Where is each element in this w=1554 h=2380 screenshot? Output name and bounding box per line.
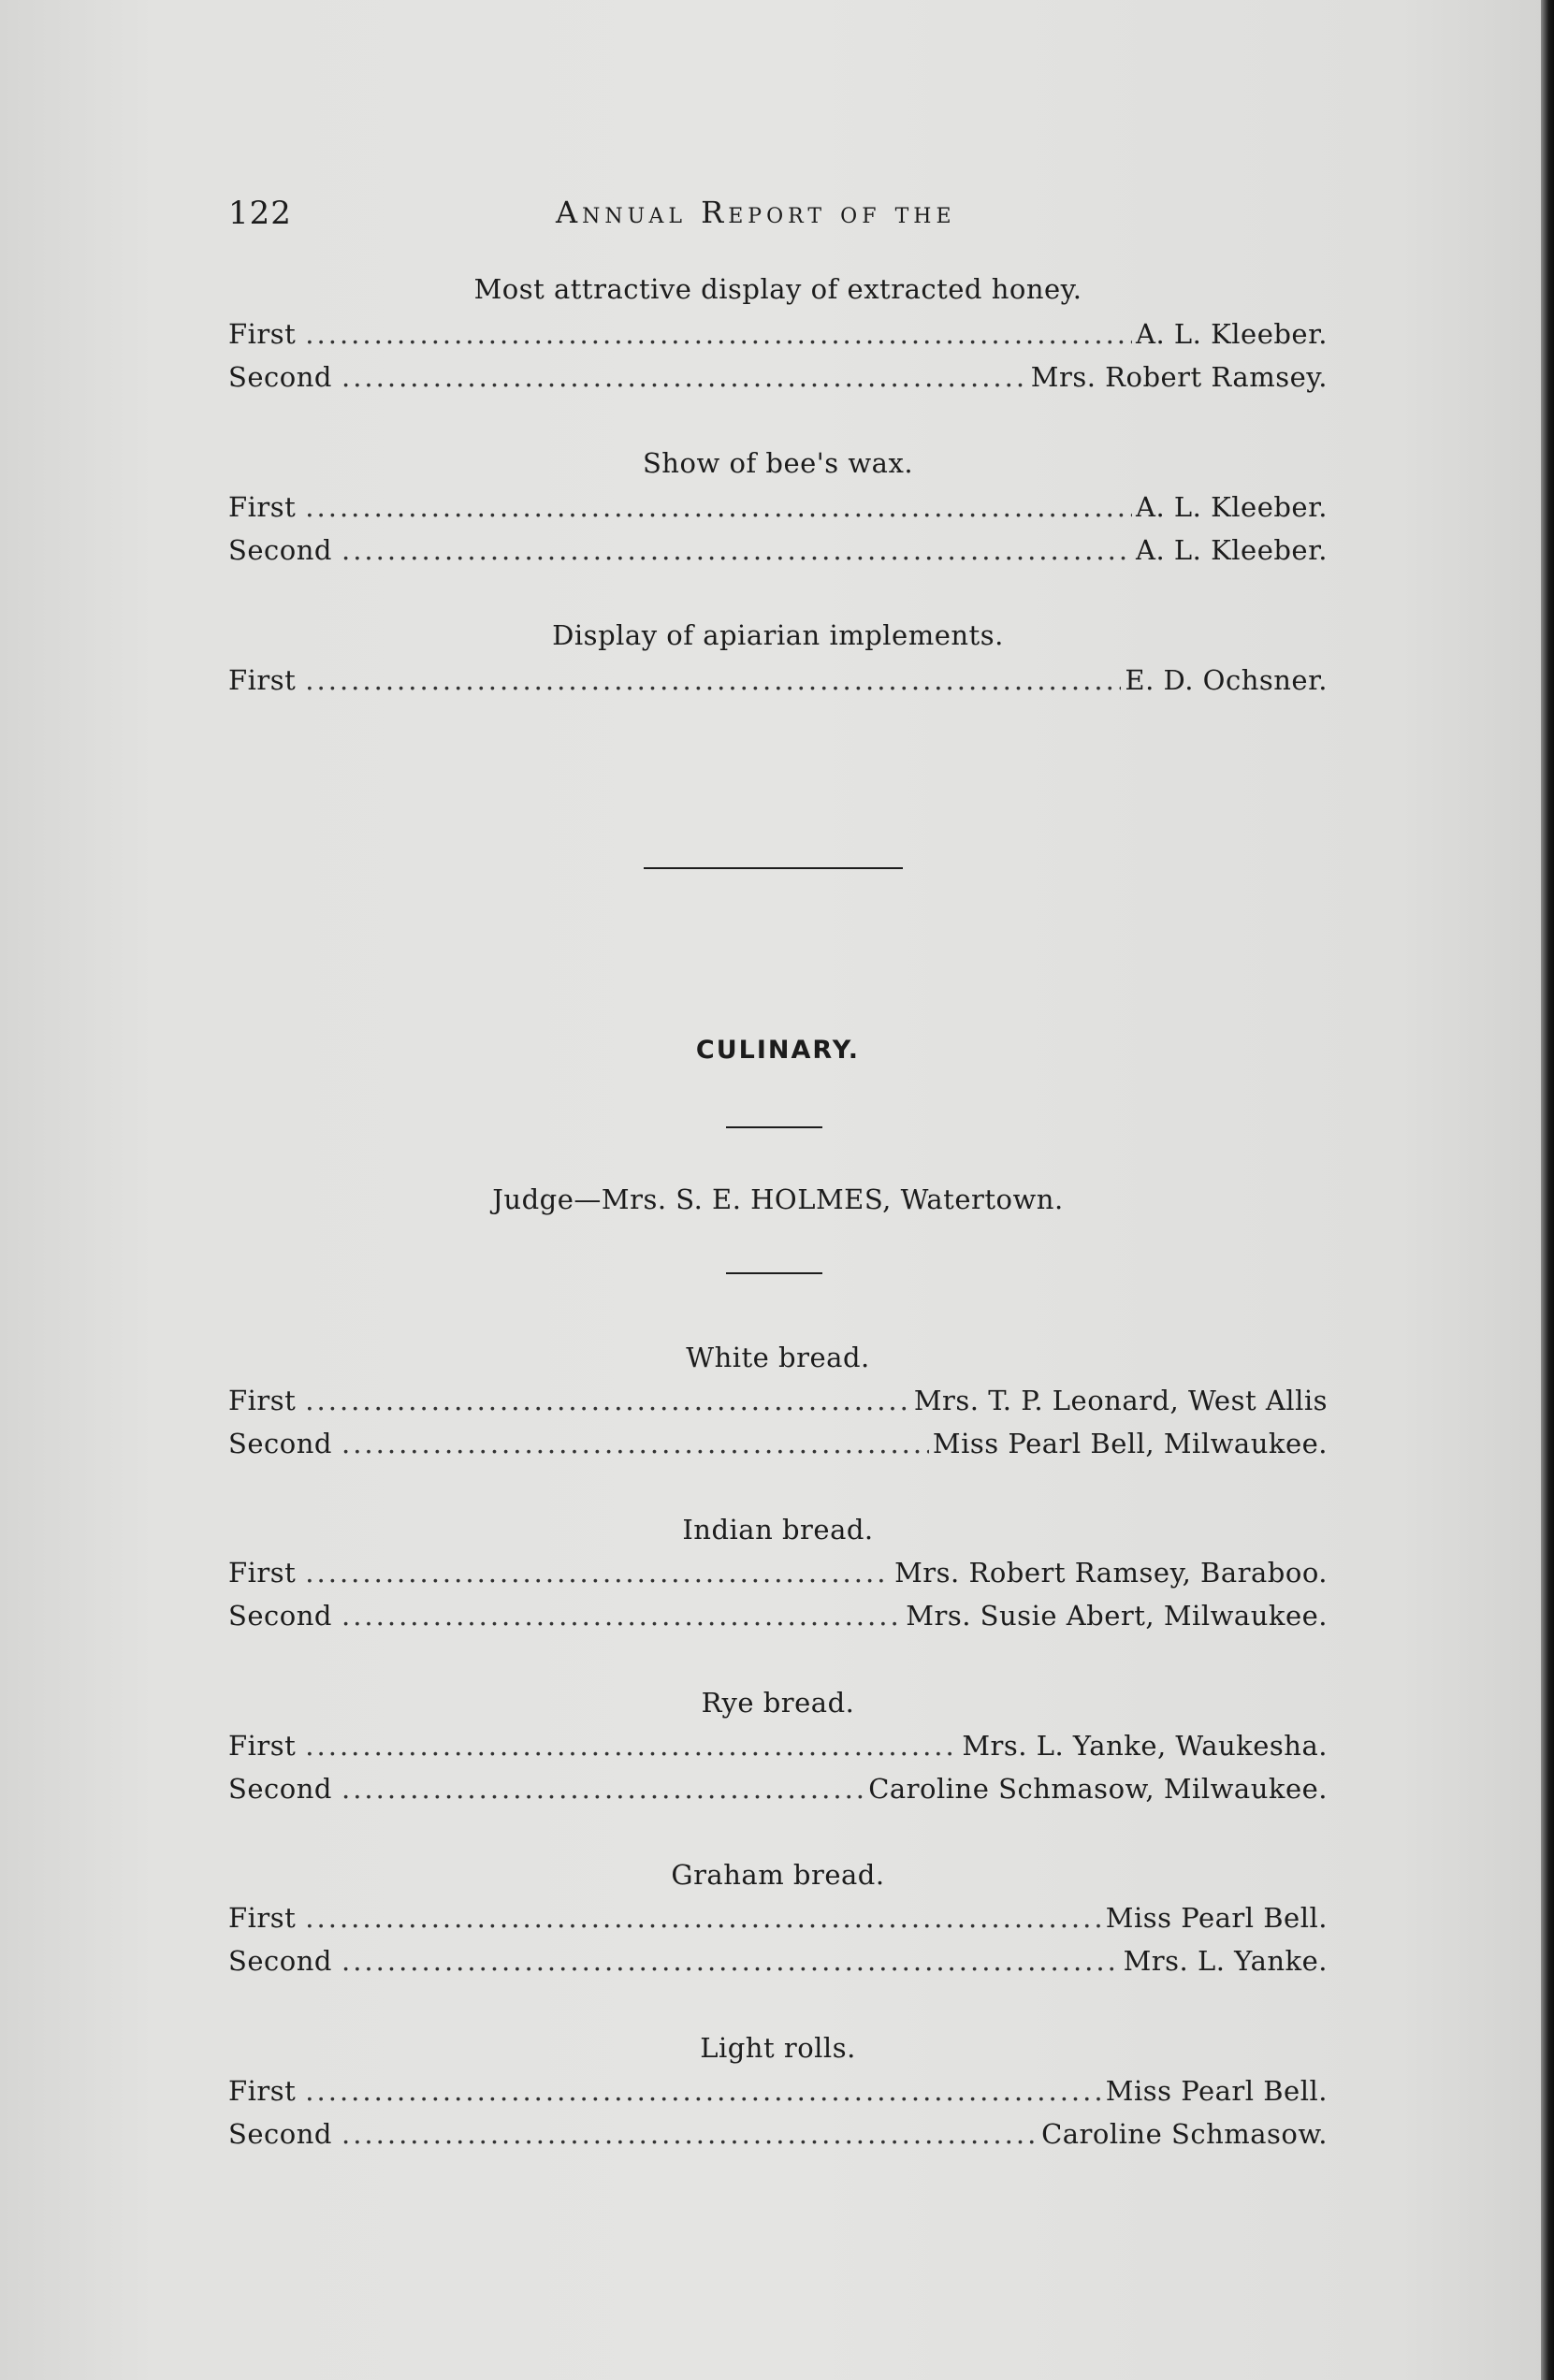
award-row xyxy=(228,1945,1328,1982)
award-place: Second xyxy=(228,1600,332,1632)
award-row xyxy=(228,1773,1328,1810)
award-row xyxy=(228,1730,1328,1767)
entry-heading-bees-wax: Show of bee's wax. xyxy=(642,447,914,479)
award-place: Second xyxy=(228,1428,332,1459)
dot-leader xyxy=(305,491,1132,523)
award-winner: Miss Pearl Bell, Milwaukee. xyxy=(932,1428,1328,1459)
dot-leader xyxy=(305,1902,1101,1934)
award-place: Second xyxy=(228,2118,332,2150)
award-row xyxy=(228,318,1328,356)
entry-heading-apiarian-implements: Display of apiarian implements. xyxy=(552,619,1004,651)
dot-leader xyxy=(305,1730,958,1762)
running-head: Annual Report of the xyxy=(556,195,956,230)
award-winner: Miss Pearl Bell. xyxy=(1105,2075,1328,2107)
award-place: First xyxy=(228,1557,297,1589)
award-winner: Mrs. T. P. Leonard, West Allis xyxy=(913,1385,1328,1416)
entry-heading-graham-bread: Graham bread. xyxy=(671,1859,885,1891)
award-place: Second xyxy=(228,361,332,393)
award-winner: A. L. Kleeber. xyxy=(1136,491,1328,523)
award-winner: Mrs. L. Yanke, Waukesha. xyxy=(962,1730,1328,1762)
award-winner: Caroline Schmasow. xyxy=(1041,2118,1328,2150)
award-winner: Caroline Schmasow, Milwaukee. xyxy=(868,1773,1328,1805)
award-place: First xyxy=(228,664,297,696)
short-rule xyxy=(726,1126,822,1128)
dot-leader xyxy=(341,361,1027,393)
award-winner: A. L. Kleeber. xyxy=(1136,318,1328,350)
award-row xyxy=(228,491,1328,529)
dot-leader xyxy=(341,1773,864,1805)
award-row xyxy=(228,664,1328,702)
award-winner: Mrs. Robert Ramsey. xyxy=(1030,361,1328,393)
dot-leader xyxy=(341,1600,902,1632)
dot-leader xyxy=(305,1385,910,1416)
short-rule xyxy=(726,1272,822,1274)
award-place: Second xyxy=(228,1945,332,1977)
award-place: First xyxy=(228,1902,297,1934)
award-row xyxy=(228,2075,1328,2112)
entry-heading-white-bread: White bread. xyxy=(686,1342,870,1373)
page-header xyxy=(228,195,1328,251)
award-place: First xyxy=(228,318,297,350)
award-place: First xyxy=(228,491,297,523)
award-row xyxy=(228,1902,1328,1939)
entry-heading-rye-bread: Rye bread. xyxy=(701,1687,855,1719)
entry-heading-light-rolls: Light rolls. xyxy=(700,2032,856,2064)
dot-leader xyxy=(305,318,1132,350)
page-number: 122 xyxy=(228,195,292,232)
dot-leader xyxy=(341,2118,1038,2150)
award-winner: Mrs. L. Yanke. xyxy=(1123,1945,1328,1977)
award-place: Second xyxy=(228,534,332,566)
award-winner: A. L. Kleeber. xyxy=(1136,534,1328,566)
dot-leader xyxy=(305,1557,891,1589)
award-row xyxy=(228,1600,1328,1637)
award-place: First xyxy=(228,1730,297,1762)
award-place: First xyxy=(228,2075,297,2107)
entry-heading-extracted-honey: Most attractive display of extracted honey. xyxy=(473,273,1082,305)
award-winner: Mrs. Robert Ramsey, Baraboo. xyxy=(894,1557,1328,1589)
award-winner: Mrs. Susie Abert, Milwaukee. xyxy=(906,1600,1328,1632)
section-divider-rule xyxy=(644,867,903,869)
dot-leader xyxy=(341,1428,929,1459)
award-place: Second xyxy=(228,1773,332,1805)
award-row xyxy=(228,361,1328,399)
award-winner: Miss Pearl Bell. xyxy=(1105,1902,1328,1934)
award-place: First xyxy=(228,1385,297,1416)
award-winner: E. D. Ochsner. xyxy=(1125,664,1328,696)
judge-line: Judge—Mrs. S. E. HOLMES, Watertown. xyxy=(492,1183,1064,1215)
award-row xyxy=(228,1385,1328,1422)
dot-leader xyxy=(305,2075,1101,2107)
award-row xyxy=(228,534,1328,572)
dot-leader xyxy=(305,664,1121,696)
award-row xyxy=(228,1428,1328,1465)
award-row xyxy=(228,1557,1328,1594)
award-row xyxy=(228,2118,1328,2155)
dot-leader xyxy=(341,534,1132,566)
dot-leader xyxy=(341,1945,1120,1977)
section-title-culinary: CULINARY. xyxy=(695,1036,861,1065)
entry-heading-indian-bread: Indian bread. xyxy=(682,1514,874,1546)
binding-edge xyxy=(1541,0,1554,2380)
